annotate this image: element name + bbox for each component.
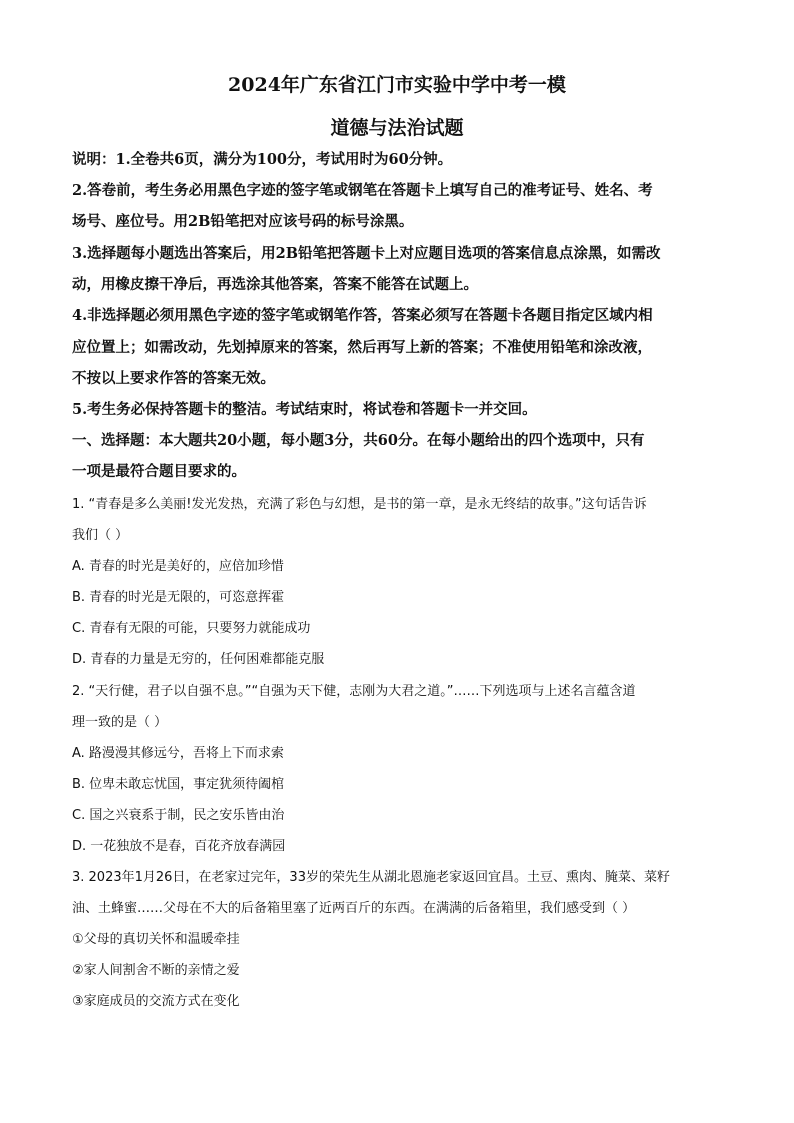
instruction-line: 动，用橡皮擦干净后，再选涂其他答案，答案不能答在试题上。 bbox=[72, 276, 478, 293]
question-stem: 我们（ ） bbox=[72, 528, 129, 543]
answer-option: A. 路漫漫其修远兮，吾将上下而求索 bbox=[72, 746, 284, 761]
answer-option: ②家人间割舍不断的亲情之爱 bbox=[72, 963, 240, 978]
answer-option: D. 一花独放不是春，百花齐放春满园 bbox=[72, 839, 286, 854]
question-stem: 3. 2023年1月26日，在老家过完年，33岁的荣先生从湖北恩施老家返回宜昌。土豆、熏肉、腌菜、菜籽 bbox=[72, 870, 670, 885]
question-stem: 理一致的是（ ） bbox=[72, 715, 168, 730]
instruction-line: 场号、座位号。用2B铅笔把对应该号码的标号涂黑。 bbox=[72, 213, 414, 230]
question-stem: 1. “青春是多么美丽!发光发热，充满了彩色与幻想，是书的第一章，是永无终结的故事。”这句话告诉 bbox=[72, 497, 647, 512]
exam-title: 2024年广东省江门市实验中学中考一模 bbox=[228, 74, 566, 96]
instruction-line: 5.考生务必保持答题卡的整洁。考试结束时，将试卷和答题卡一并交回。 bbox=[72, 401, 537, 418]
answer-option: B. 青春的时光是无限的，可恣意挥霍 bbox=[72, 590, 285, 605]
instruction-line: 说明：1.全卷共6页，满分为100分，考试用时为60分钟。 bbox=[72, 151, 453, 168]
question-stem: 2. “天行健，君子以自强不息。”“自强为天下健，志刚为大君之道。”……下列选项与上述名言蕴含道 bbox=[72, 684, 636, 699]
instruction-line: 应位置上；如需改动，先划掉原来的答案，然后再写上新的答案；不准使用铅笔和涂改液， bbox=[72, 339, 652, 356]
instruction-line: 3.选择题每小题选出答案后，用2B铅笔把答题卡上对应题目选项的答案信息点涂黑，如需改 bbox=[72, 245, 661, 262]
answer-option: C. 国之兴衰系于制，民之安乐皆由治 bbox=[72, 808, 285, 823]
section-heading: 一项是最符合题目要求的。 bbox=[72, 463, 246, 480]
instruction-line: 4.非选择题必须用黑色字迹的签字笔或钢笔作答，答案必须写在答题卡各题目指定区域内相 bbox=[72, 307, 653, 324]
answer-option: ③家庭成员的交流方式在变化 bbox=[72, 994, 240, 1009]
section-heading: 一、选择题：本大题共20小题，每小题3分，共60分。在每小题给出的四个选项中，只有 bbox=[72, 432, 645, 449]
answer-option: D. 青春的力量是无穷的，任何困难都能克服 bbox=[72, 652, 325, 667]
answer-option: A. 青春的时光是美好的，应倍加珍惜 bbox=[72, 559, 284, 574]
instruction-line: 不按以上要求作答的答案无效。 bbox=[72, 370, 275, 387]
answer-option: C. 青春有无限的可能，只要努力就能成功 bbox=[72, 621, 311, 636]
exam-subject: 道德与法治试题 bbox=[330, 117, 464, 139]
instruction-line: 2.答卷前，考生务必用黑色字迹的签字笔或钢笔在答题卡上填写自己的准考证号、姓名、考 bbox=[72, 182, 653, 199]
answer-option: ①父母的真切关怀和温暖牵挂 bbox=[72, 932, 240, 947]
answer-option: B. 位卑未敢忘忧国，事定犹须待阖棺 bbox=[72, 777, 285, 792]
question-stem: 油、土蜂蜜……父母在不大的后备箱里塞了近两百斤的东西。在满满的后备箱里，我们感受到（ ） bbox=[72, 901, 636, 916]
